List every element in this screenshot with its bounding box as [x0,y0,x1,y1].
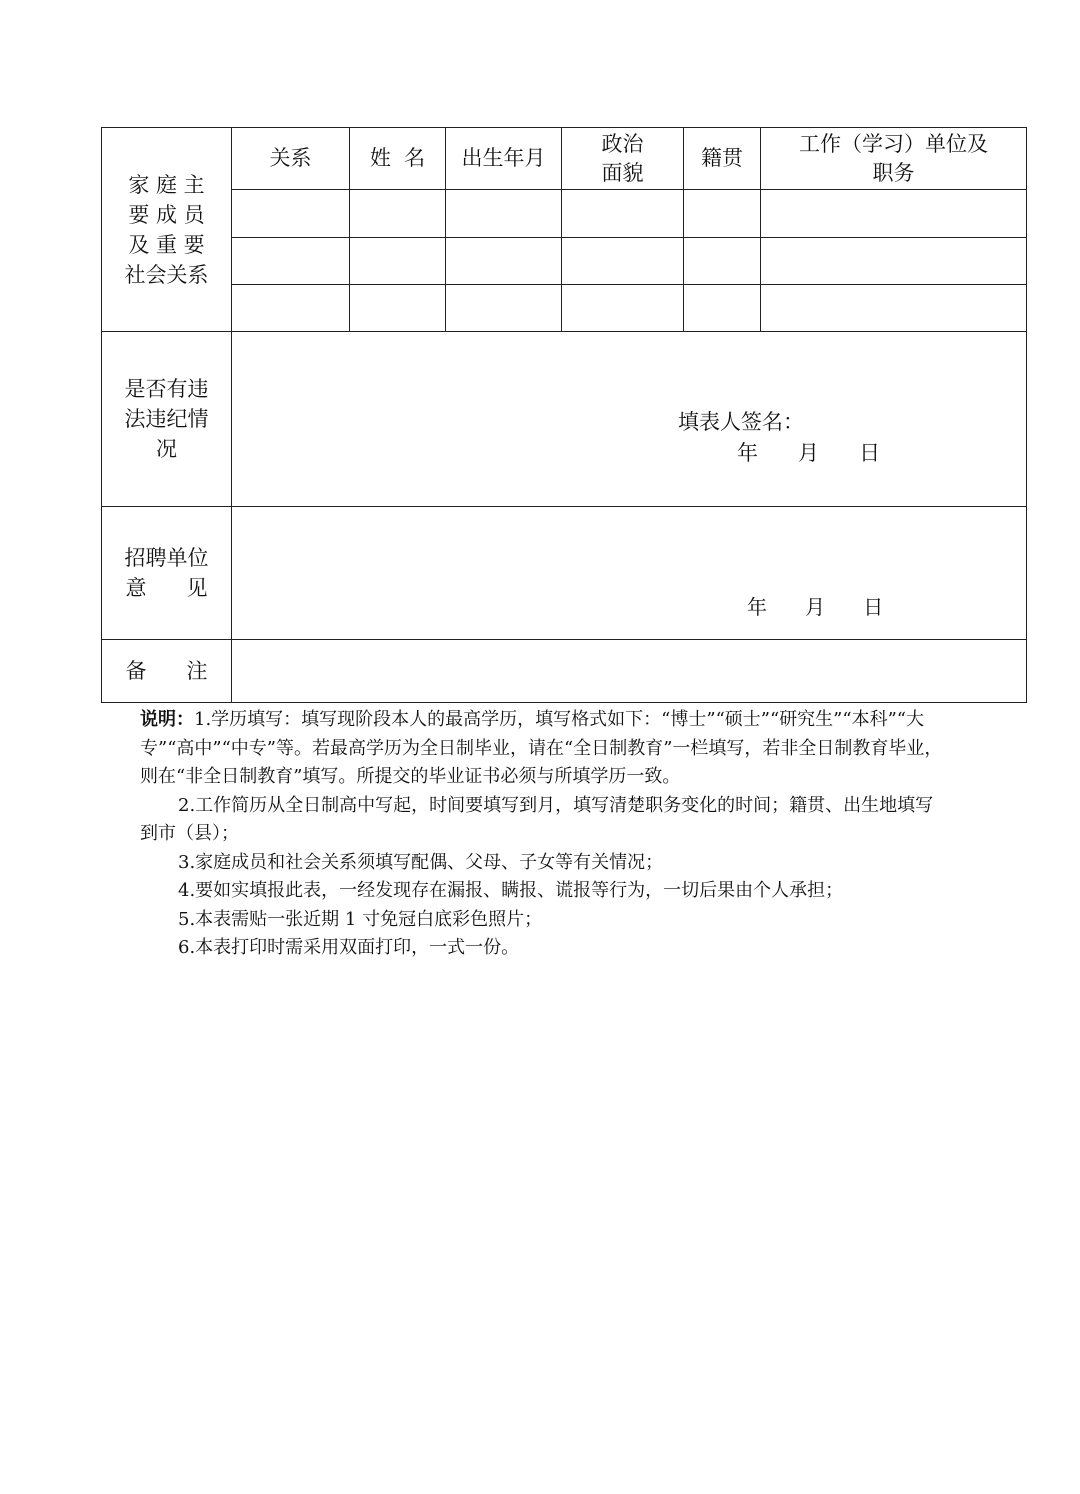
family-info-form [101,127,1027,703]
notes-title: 说明： [140,709,194,730]
family-cell[interactable] [562,285,684,332]
violation-label [102,332,232,507]
header-birth: 出生年月 [446,128,562,190]
instructions [140,706,950,963]
signer-label: 填表人签名： [678,410,804,434]
header-work-unit [761,128,1027,190]
family-cell[interactable] [350,285,446,332]
header-work-line2: 职务 [872,160,915,185]
remarks-content[interactable] [232,640,1027,703]
recruit-label-line: 意 见 [125,576,208,600]
violation-date: 年 月 日 [737,441,881,465]
header-political-line2: 面貌 [601,160,644,185]
family-cell[interactable] [761,238,1027,285]
family-cell[interactable] [761,190,1027,238]
family-cell[interactable] [446,190,562,238]
header-work-line1: 工作（学习）单位及 [799,131,988,156]
note-item-2: 2.工作简历从全日制高中写起，时间要填写到月，填写清楚职务变化的时间；籍贯、出生地填写到市（县）； [140,794,934,844]
violation-label-line: 法违纪情 [124,407,209,431]
recruit-date: 年 月 日 [747,595,884,619]
family-cell[interactable] [232,190,350,238]
family-cell[interactable] [684,285,761,332]
family-cell[interactable] [446,285,562,332]
header-political-line1: 政治 [601,131,644,156]
violation-label-line: 况 [156,437,177,461]
recruit-label-line: 招聘单位 [124,546,209,570]
family-cell[interactable] [684,238,761,285]
family-cell[interactable] [350,190,446,238]
header-relation: 关系 [232,128,350,190]
family-members-label [102,128,232,332]
note-item-3: 3.家庭成员和社会关系须填写配偶、父母、子女等有关情况； [178,851,664,873]
family-cell[interactable] [562,238,684,285]
family-cell[interactable] [350,238,446,285]
note-text-1: 1.学历填写：填写现阶段本人的最高学历，填写格式如下：“博士”“硕士”“研究生”“本科”“大专”“高中”“中专”等。若最高学历为全日制毕业，请在“全日制教育”一栏填写，若非全日制教育毕业，则在“非全日制教育”填写。所提交的毕业证书必须与所填学历一致。 [140,709,943,787]
note-item-5: 5.本表需贴一张近期 1 寸免冠白底彩色照片； [178,908,543,930]
family-label-line: 要 成 员 [128,202,205,227]
family-cell[interactable] [446,238,562,285]
note-item-6: 6.本表打印时需采用双面打印，一式一份。 [178,937,520,958]
family-cell[interactable] [562,190,684,238]
family-label-line: 家 庭 主 [128,172,205,197]
header-political-status [562,128,684,190]
violation-content[interactable] [232,332,1027,507]
note-item-1 [140,706,950,792]
violation-label-line: 是否有违 [124,377,209,401]
family-cell[interactable] [232,238,350,285]
remarks-label: 备 注 [102,640,232,703]
family-cell[interactable] [761,285,1027,332]
family-label-line: 社会关系 [124,262,209,287]
header-native-place: 籍贯 [684,128,761,190]
recruit-opinion-label [102,507,232,640]
family-cell[interactable] [232,285,350,332]
header-name: 姓 名 [350,128,446,190]
note-item-4: 4.要如实填报此表，一经发现存在漏报、瞒报、谎报等行为，一切后果由个人承担； [178,880,844,901]
recruit-opinion-content[interactable] [232,507,1027,640]
family-cell[interactable] [684,190,761,238]
family-label-line: 及 重 要 [128,232,205,257]
